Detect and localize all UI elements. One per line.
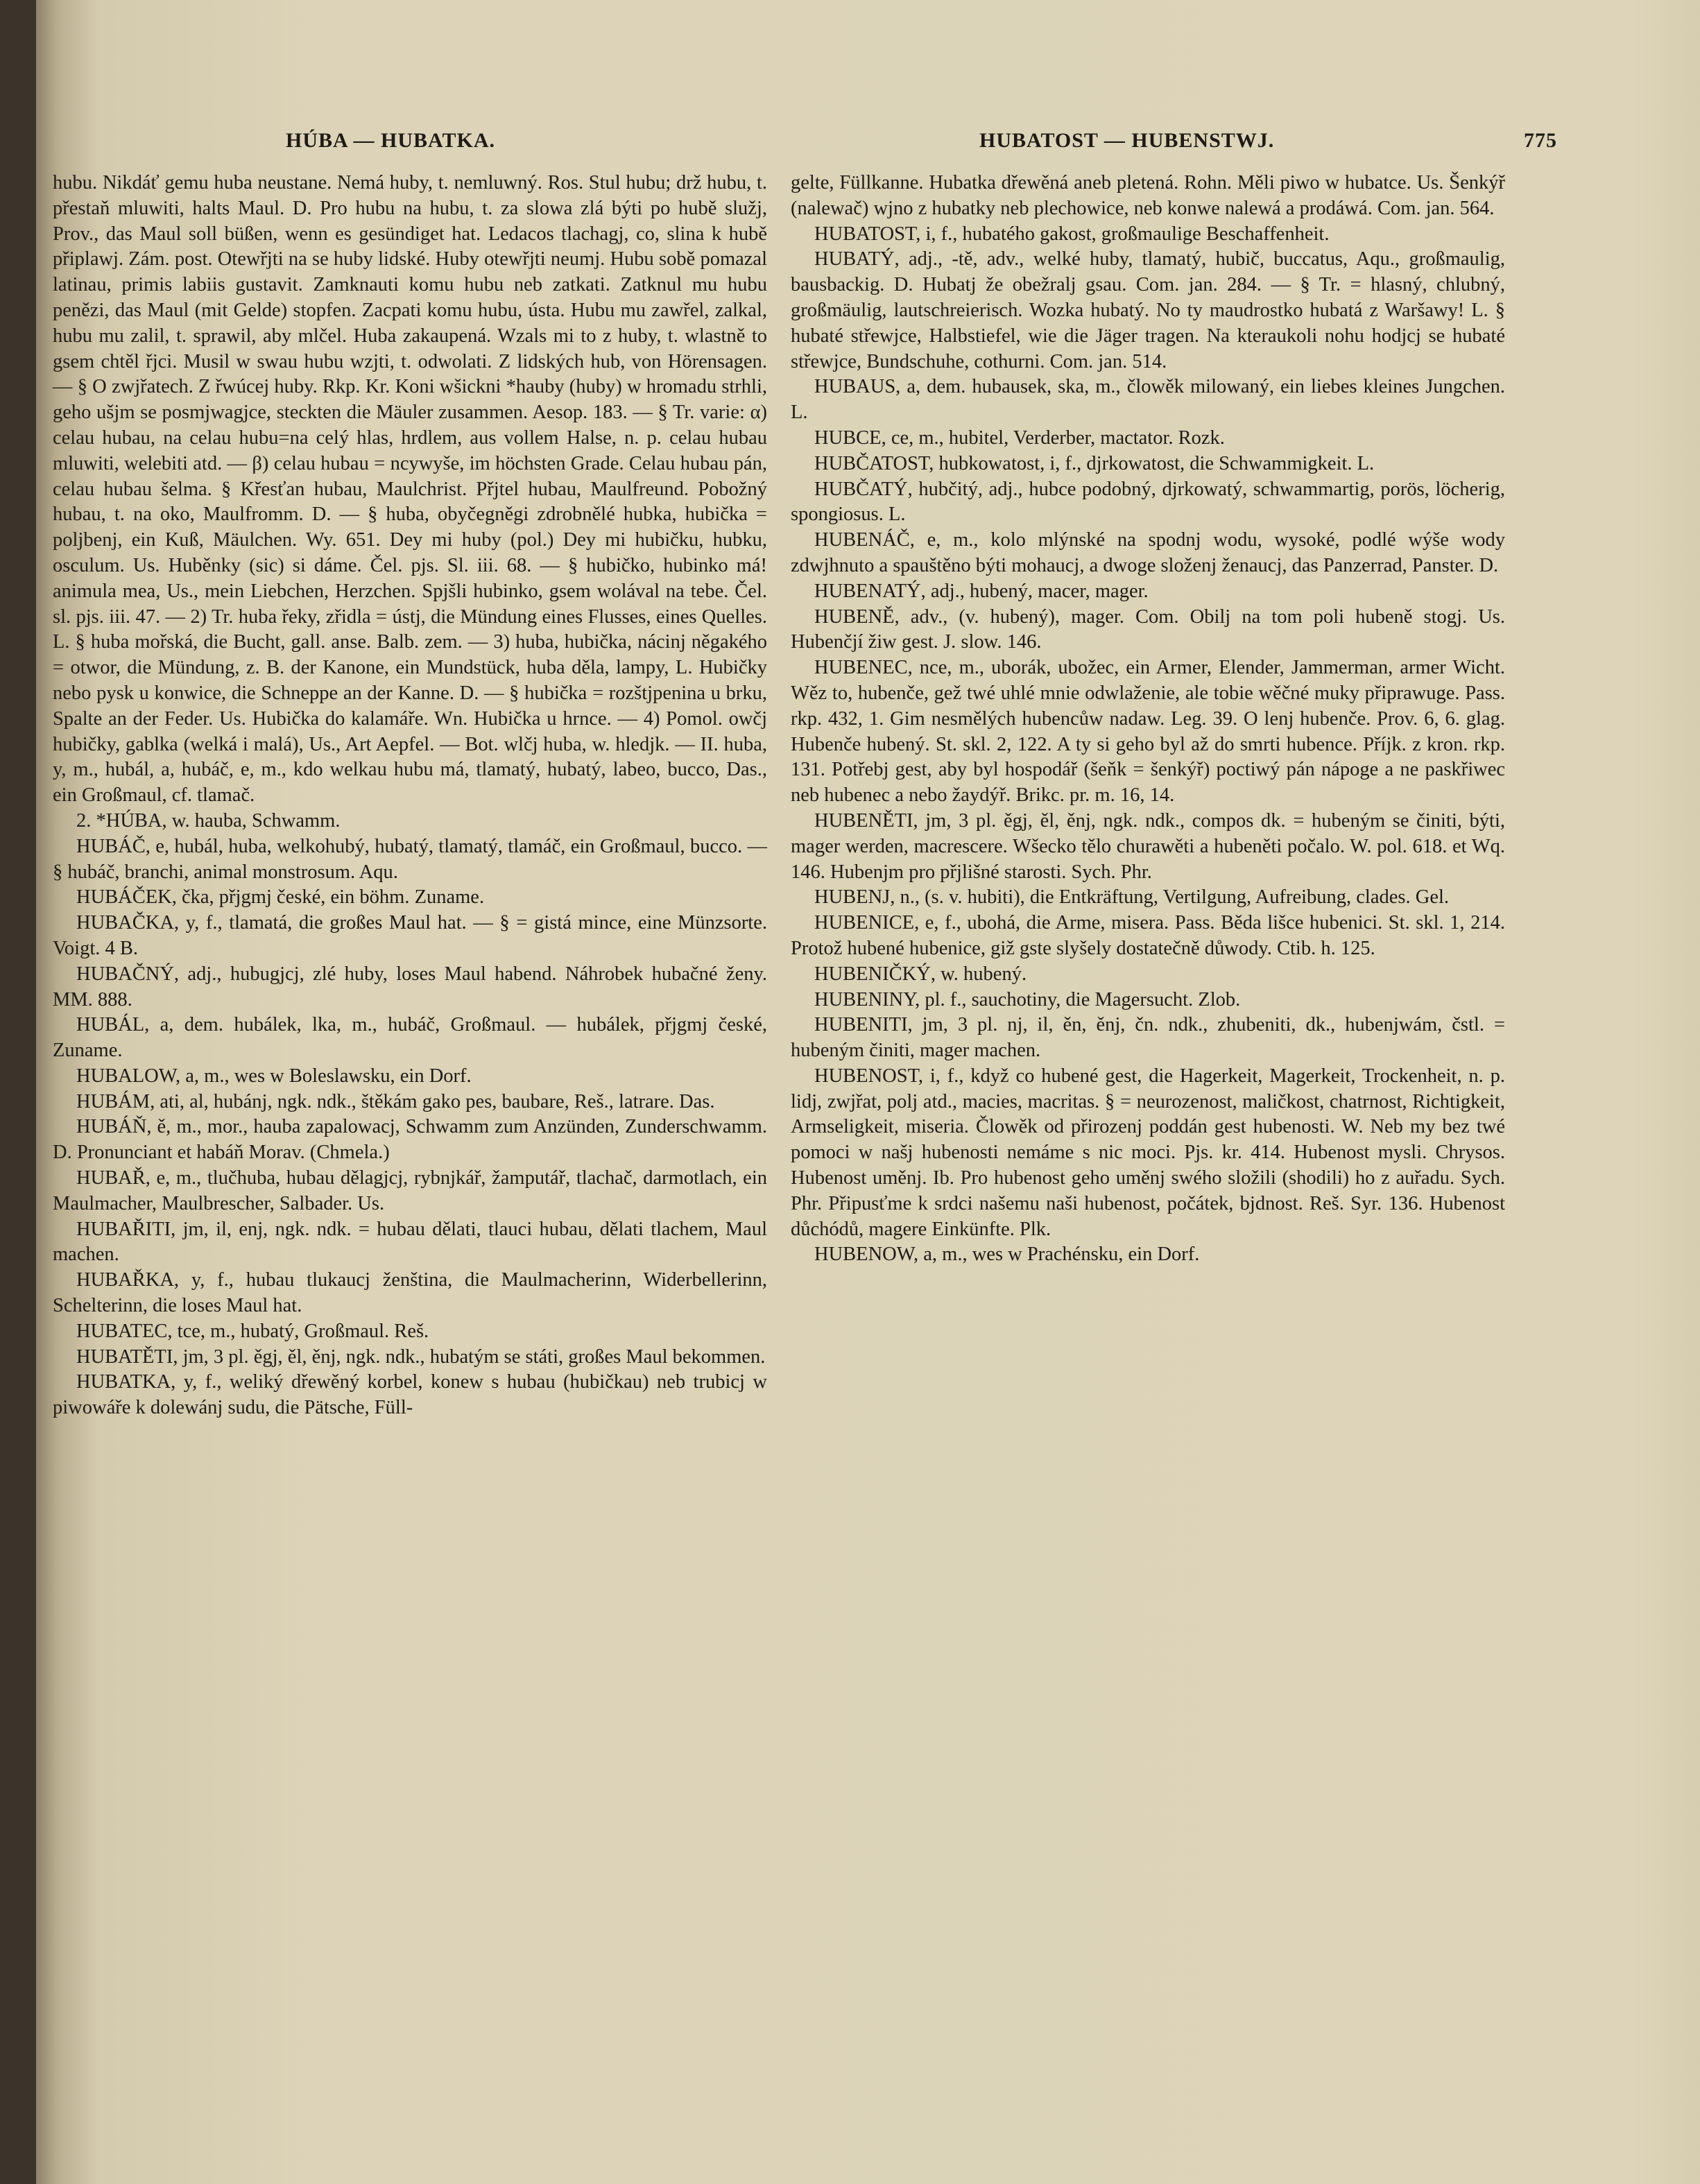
dictionary-entry: HUBAŘITI, jm, il, enj, ngk. ndk. = hubau dělati, tlauci hubau, dělati tlachem, Maul machen. — [53, 1218, 767, 1266]
entry-text: gelte, Füllkanne. Hubatka dřewěná aneb pletená. Rohn. Měli piwo w hubatce. Us. Šenkýř (nalewač) wjno z hubatky neb plechowice, neb konwe nalewá a prodáwá. Com. jan. 564. — [791, 172, 1505, 219]
dictionary-entry: HUBAŘ, e, m., tlučhuba, hubau dělagjcj, rybnjkář, žamputář, tlachač, darmotlach, ein Maulmacher, Maulbrescher, Salbader. Us. — [53, 1167, 767, 1214]
dictionary-entry: HUBENEC, nce, m., uborák, ubožec, ein Armer, Elender, Jammerman, armer Wicht. Wěz to, hubenče, gež twé uhlé mnie odwlaženie, ale tobie wěčné muky připrawuge. Pass. rkp. 432, 1. Gim nesmělých hubencůw nadaw. Leg. 39. O lenj hubenče. Prov. 6, 6. glag. Hubenče hubený. St. skl. 2, 122. A ty si geho byl až do smrti hubence. Příjk. z kron. rkp. 131. Potřebj gest, aby byl hospodář (šeňk = šenkýř) poctiwý pán nápoge a ne paskřiwec neb hubenec a nebo žaydýř. Brikc. pr. m. 16, 14. — [791, 657, 1505, 807]
dictionary-entry: HUBČATOST, hubkowatost, i, f., djrkowatost, die Schwammigkeit. L. — [814, 452, 1375, 474]
dictionary-entry: HUBAČKA, y, f., tlamatá, die großes Maul hat. — § = gistá mince, eine Münzsorte. Voigt. 4 B. — [53, 912, 767, 959]
right-running-head: HUBATOST — HUBENSTWJ. — [979, 129, 1275, 152]
left-running-head: HÚBA — HUBATKA. — [286, 129, 495, 152]
dictionary-entry: HUBCE, ce, m., hubitel, Verderber, mactator. Rozk. — [814, 427, 1225, 449]
dictionary-entry: 2. *HÚBA, w. hauba, Schwamm. — [76, 809, 341, 832]
dictionary-entry: HUBATKA, y, f., weliký dřewěný korbel, konew s hubau (hubičkau) neb trubicj w piwowáře k dolewánj sudu, die Pätsche, Füll- — [53, 1371, 767, 1419]
dictionary-entry: HUBATOST, i, f., hubatého gakost, großmaulige Beschaffenheit. — [814, 223, 1330, 245]
dictionary-entry: HUBÁM, ati, al, hubánj, ngk. ndk., štěkám gako pes, baubare, Reš., latrare. Das. — [76, 1090, 715, 1112]
right-column — [791, 171, 1505, 1268]
dictionary-entry: HUBENOW, a, m., wes w Prachénsku, ein Dorf. — [814, 1244, 1200, 1266]
dictionary-entry: HUBATÝ, adj., -tě, adv., welké huby, tlamatý, hubič, buccatus, Aqu., großmaulig, bausbackig. D. Hubatj že obežralj gsau. Com. jan. 284. — § Tr. = hlasný, chlubný, großmäulig, lautschreierisch. Wozka hubatý. No ty maudrostko hubatá z Waršawy! L. § hubaté střewjce, Halbstiefel, wie die Jäger tragen. Na kteraukoli nohu hodjcj se hubaté střewjce, Bundschuhe, cothurni. Com. jan. 514. — [791, 248, 1505, 372]
dictionary-entry: HUBENĚTI, jm, 3 pl. ěgj, ěl, ěnj, ngk. ndk., compos dk. = hubeným se činiti, býti, mager werden, macrescere. Wšecko tělo churawěti a hubeněti počalo. W. pol. 618. et Wq. 146. Hubenjm pro přjlišné starosti. Sych. Phr. — [791, 809, 1505, 883]
dictionary-entry: HUBÁL, a, dem. hubálek, lka, m., hubáč, Großmaul. — hubálek, přjgmj české, Zuname. — [53, 1014, 767, 1062]
dictionary-entry: HUBATĚTI, jm, 3 pl. ěgj, ěl, ěnj, ngk. ndk., hubatým se státi, großes Maul bekommen. — [76, 1345, 766, 1368]
dictionary-entry: HUBAUS, a, dem. hubausek, ska, m., člowěk milowaný, ein liebes kleines Jungchen. L. — [791, 376, 1505, 424]
dictionary-entry: HUBÁČEK, čka, přjgmj české, ein böhm. Zuname. — [76, 886, 485, 909]
dictionary-entry: HUBATEC, tce, m., hubatý, Großmaul. Reš. — [76, 1320, 429, 1342]
left-column — [53, 171, 767, 1421]
dictionary-entry: HUBÁŇ, ě, m., mor., hauba zapalowacj, Schwamm zum Anzünden, Zunderschwamm. D. Pronunciant et habáň Morav. (Chmela.) — [53, 1116, 767, 1164]
dictionary-entry: HUBALOW, a, m., wes w Boleslawsku, ein Dorf. — [76, 1065, 472, 1087]
dictionary-entry: HUBENOST, i, f., když co hubené gest, die Hagerkeit, Magerkeit, Trockenheit, n. p. lidj, zwjřat, polj atd., macies, macritas. § = neurozenost, maličkost, chatrnost, Richtigkeit, Armseligkeit, miseria. Člowěk od přirozenj poddán gest hubenosti. W. Neb my bez twé pomoci w našj hubenosti nemáme s nic moci. Pjs. kr. 414. Hubenost mysli. Chrysos. Hubenost uměnj. Ib. Pro hubenost geho uměnj swého složili (shodili) ho z auřadu. Sych. Phr. Připusťme k srdci našemu naši hubenost, počátek, bjdnost. Reš. Syr. 136. Hubenost důchódů, magere Einkünfte. Plk. — [791, 1065, 1505, 1240]
dictionary-entry: HUBENICE, e, f., ubohá, die Arme, misera. Pass. Běda lišce hubenici. St. skl. 1, 214. Protož hubené hubenice, giž gste slyšely dostatečně důwody. Ctib. h. 125. — [791, 912, 1505, 959]
dictionary-entry: HUBČATÝ, hubčitý, adj., hubce podobný, djrkowatý, schwammartig, porös, löcherig, spongiosus. L. — [791, 478, 1505, 526]
dictionary-entry: HUBENÁČ, e, m., kolo mlýnské na spodnj wodu, wysoké, podlé wýše wody zdwjhnuto a spauštěno býti mohaucj, a dwoge složenj ženaucj, das Panzerrad, Panster. D. — [791, 529, 1505, 576]
dictionary-page — [36, 0, 1700, 2184]
dictionary-entry: HUBENINY, pl. f., sauchotiny, die Magersucht. Zlob. — [814, 988, 1241, 1011]
dictionary-entry: HUBENATÝ, adj., hubený, macer, mager. — [814, 580, 1149, 602]
dictionary-entry: HUBENIČKÝ, w. hubený. — [814, 963, 1027, 985]
dictionary-entry: HUBÁČ, e, hubál, huba, welkohubý, hubatý, tlamatý, tlamáč, ein Großmaul, bucco. — § hubáč, branchi, animal monstrosum. Aqu. — [53, 835, 767, 883]
dictionary-entry: HUBENITI, jm, 3 pl. nj, il, ěn, ěnj, čn. ndk., zhubeniti, dk., hubenjwám, čstl. = hubeným činiti, mager machen. — [791, 1014, 1505, 1062]
dictionary-entry: HUBENĚ, adv., (v. hubený), mager. Com. Obilj na tom poli hubeně stogj. Us. Hubenčjí žiw gest. J. slow. 146. — [791, 605, 1505, 653]
dictionary-entry: HUBAŘKA, y, f., hubau tlukaucj ženština, die Maulmacherinn, Widerbellerinn, Schelterinn, die loses Maul hat. — [53, 1269, 767, 1317]
dictionary-entry: HUBENJ, n., (s. v. hubiti), die Entkräftung, Vertilgung, Aufreibung, clades. Gel. — [814, 886, 1450, 909]
page-number: 775 — [1524, 129, 1557, 152]
dictionary-entry: HUBAČNÝ, adj., hubugjcj, zlé huby, loses Maul habend. Náhrobek hubačné ženy. MM. 888. — [53, 963, 767, 1011]
entry-text: hubu. Nikdáť gemu huba neustane. Nemá huby, t. nemluwný. Ros. Stul hubu; drž hubu, t. přestaň mluwiti, halts Maul. D. Pro hubu na hubu, t. za slowa zlá býti po hubě služj, Prov., das Maul soll büßen, wenn es gesündiget hat. Ledacos tlachagj, co, slina k hubě připlawj. Zám. post. Otewřjti na se huby lidské. Huby otewřjti neumj. Hubu sobě pomazal latinau, primis labiis gustavit. Zamknauti komu hubu neb zatkati. Zatknul mu hubu penězi, das Maul (mit Gelde) stopfen. Zacpati komu hubu, ústa. Hubu mu zawřel, zalkal, hubu mu zalil, t. sprawil, aby mlčel. Huba zakaupená. Wzals mi to z huby, t. wlastně to gsem chtěl řjci. Musil w swau hubu wzjti, t. odwolati. Z lidských hub, von Hörensagen. — § O zwjřatech. Z řwúcej huby. Rkp. Kr. Koni wšickni *hauby (huby) w hromadu strhli, geho ušjm se posmjwagjce, steckten die Mäuler zusammen. Aesop. 183. — § Tr. varie: α) celau hubau, na celau hubu=na celý hlas, hrdlem, aus vollem Halse, n. p. celau hubau mluwiti, welebiti atd. — β) celau hubau = ncywyše, im höchsten Grade. Celau hubau pán, celau hubau šelma. § Křesťan hubau, Maulchrist. Přjtel hubau, Maulfreund. Pobožný hubau, t. na oko, Maulfromm. D. — § huba, obyčegněgi zdrobnělé hubka, hubička = poljbenj, ein Kuß, Mäulchen. Wy. 651. Dey mi huby (pol.) Dey mi hubičku, hubku, osculum. Us. Huběnky (sic) si dáme. Čel. pjs. Sl. iii. 68. — § hubičko, hubinko má! animula mea, Us., mein Liebchen, Herzchen. Spjšli hubinko, gsem wolával na tebe. Čel. sl. pjs. iii. 47. — 2) Tr. huba řeky, zřidla = ústj, die Mündung eines Flusses, eines Quelles. L. § huba mořská, die Bucht, gall. anse. Balb. zem. — 3) huba, hubička, nácinj něgakého = otwor, die Mündung, z. B. der Kanone, ein Mundstück, huba děla, lampy, L. Hubičky nebo pysk u konwice, die Schneppe an der Kanne. D. — § hubička = rozštjpenina u brku, Spalte an der Feder. Us. Hubička do kalamáře. Wn. Hubička u hrnce. — 4) Pomol. owčj hubičky, gablka (welká i malá), Us., Art Aepfel. — Bot. wlčj huba, w. hledjk. — II. huba, y, m., hubál, a, hubáč, e, m., kdo welkau hubu má, tlamatý, hubatý, labeo, bucco, Das., ein Großmaul, cf. tlamač. — [53, 172, 767, 807]
